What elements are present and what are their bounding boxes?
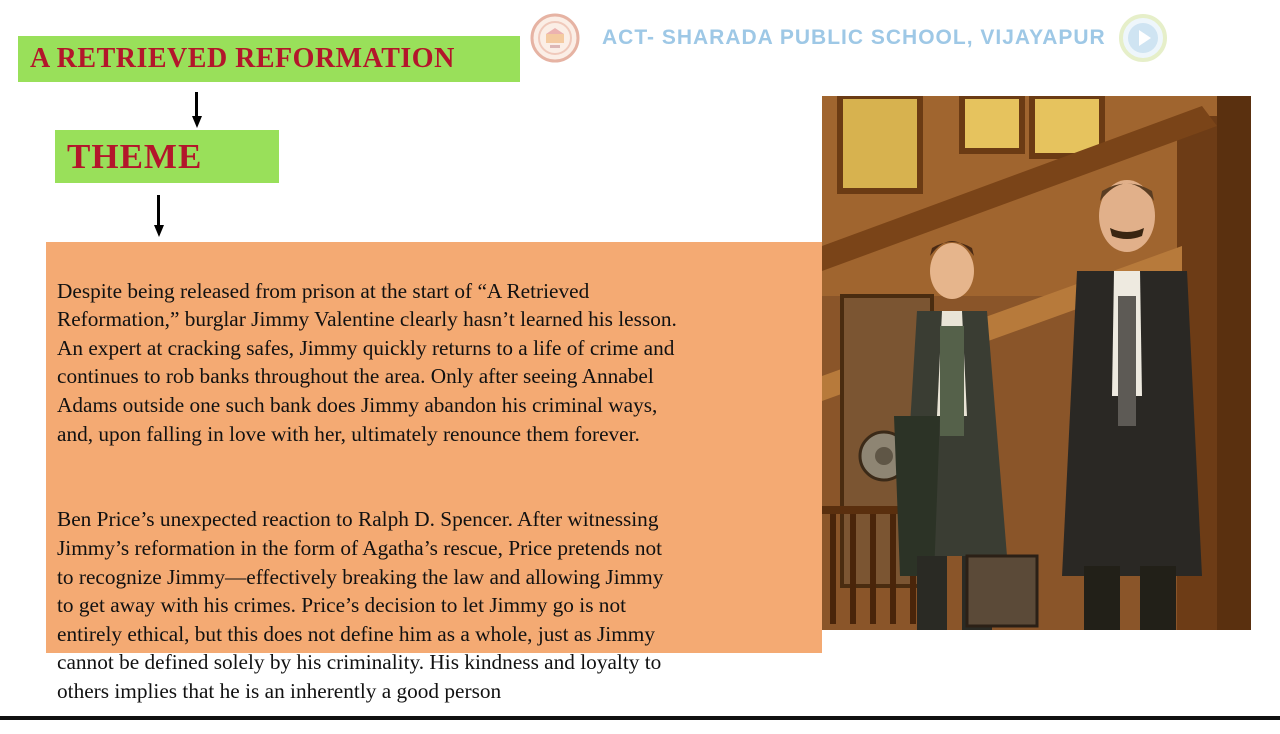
theme-heading: THEME bbox=[67, 136, 203, 176]
theme-box bbox=[55, 130, 279, 183]
story-illustration bbox=[822, 96, 1251, 630]
play-logo-icon bbox=[1114, 12, 1172, 64]
school-emblem-icon bbox=[524, 12, 586, 64]
header bbox=[524, 10, 1234, 66]
theme-content-panel bbox=[46, 242, 822, 703]
theme-paragraph-1: Despite being released from prison at the start of “A Retrieved Reformation,” burglar Jimmy Valentine clearly hasn’t learned his lesson. An expert at cracking safes, Jimmy quickly returns to a life of crime and continues to rob banks throughout the area. Only after seeing Annabel Adams outside one such bank does Jimmy abandon his criminal ways, and, upon falling in love with her, ultimately renounce them forever. bbox=[57, 278, 677, 446]
arrow-down-icon bbox=[154, 195, 164, 237]
arrow-down-icon bbox=[192, 92, 202, 128]
theme-paragraph-2: Ben Price’s unexpected reaction to Ralph D. Spencer. After witnessing Jimmy’s reformation in the form of Agatha’s rescue, Price pretends not to recognize Jimmy—effectively breaking the law and allowing Jimmy to get away with his crimes. Price’s decision to let Jimmy go is not entirely ethical, but this does not define him as a whole, just as Jimmy cannot be defined solely by his criminality. His kindness and loyalty to others implies that he is an inherently a good person bbox=[57, 507, 664, 703]
school-name: ACT- SHARADA PUBLIC SCHOOL, VIJAYAPUR bbox=[602, 26, 1106, 49]
bottom-border bbox=[0, 716, 1280, 720]
title-box bbox=[18, 36, 520, 82]
slide-title: A RETRIEVED REFORMATION bbox=[30, 43, 455, 74]
